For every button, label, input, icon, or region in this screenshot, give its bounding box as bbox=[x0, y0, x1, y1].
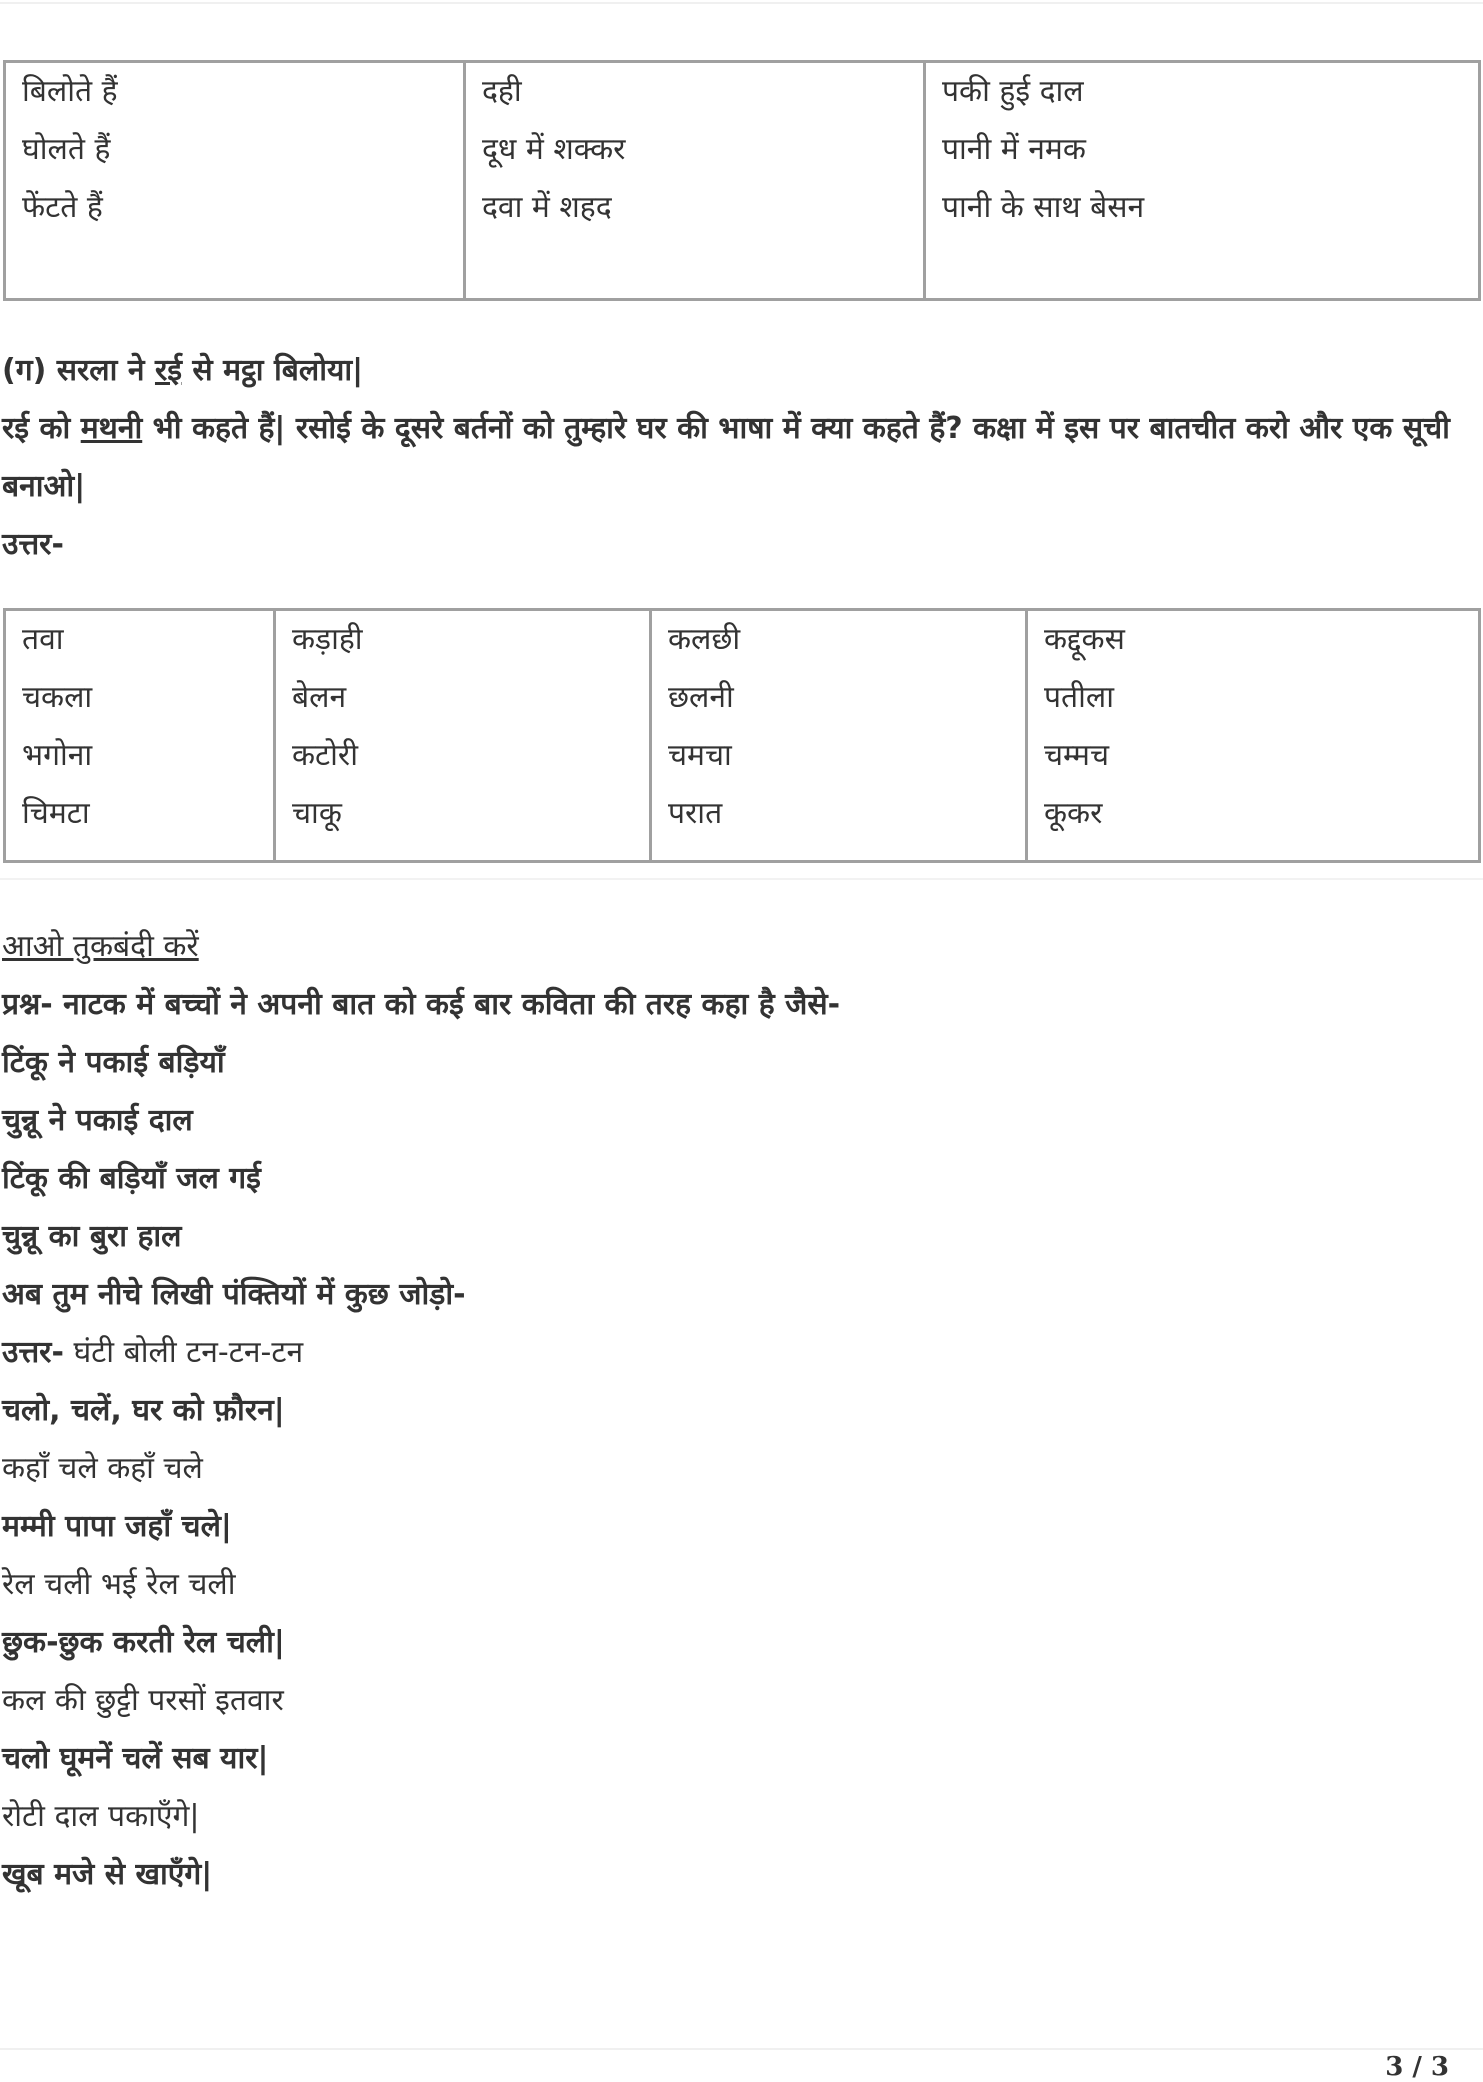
answer-line: छुक-छुक करती रेल चली| bbox=[2, 1625, 285, 1660]
answer-line: चलो, चलें, घर को फ़ौरन| bbox=[2, 1393, 285, 1428]
answer-line: कल की छुट्टी परसों इतवार bbox=[2, 1683, 284, 1718]
top-rule bbox=[0, 2, 1483, 4]
table-cell bbox=[5, 62, 465, 300]
cell-text: पकी हुई दाल bbox=[942, 74, 1084, 109]
answer-label: उत्तर- bbox=[2, 527, 64, 562]
rhyme-section bbox=[2, 918, 1480, 1904]
page-number: 3 / 3 bbox=[1385, 2052, 1449, 2082]
cell-text: घोलते हैं bbox=[22, 132, 111, 167]
answer-label: उत्तर- bbox=[2, 1335, 64, 1370]
cell-text: कटोरी bbox=[292, 738, 358, 773]
cell-text: परात bbox=[668, 796, 723, 831]
example-line: टिंकू की बड़ियाँ जल गई bbox=[2, 1161, 261, 1196]
table-cell bbox=[465, 62, 925, 300]
cell-text: दवा में शहद bbox=[482, 190, 612, 225]
answer-line: कहाँ चले कहाँ चले bbox=[2, 1451, 203, 1486]
underlined-word: मथनी bbox=[80, 411, 143, 446]
answer-line: चलो घूमनें चलें सब यार| bbox=[2, 1741, 269, 1776]
cell-text: चकला bbox=[22, 680, 93, 715]
answer-line: खूब मजे से खाएँगे| bbox=[2, 1857, 213, 1892]
answer-line: रेल चली भई रेल चली bbox=[2, 1567, 236, 1602]
underlined-word: रई bbox=[154, 353, 182, 388]
example-line: चुन्नू ने पकाई दाल bbox=[2, 1103, 193, 1138]
text: भी कहते हैं| रसोई के दूसरे बर्तनों को तुम्हारे घर की भाषा में क्या कहते हैं? कक्षा में इस पर बातचीत करो और एक सूची बनाओ| bbox=[2, 411, 1450, 504]
instruction-text: अब तुम नीचे लिखी पंक्तियों में कुछ जोड़ो- bbox=[2, 1277, 466, 1312]
text: रई को bbox=[2, 411, 81, 446]
answer-line: मम्मी पापा जहाँ चले| bbox=[2, 1509, 232, 1544]
cell-text: पानी में नमक bbox=[942, 132, 1086, 167]
answer-text: घंटी बोली टन-टन-टन bbox=[63, 1335, 304, 1370]
answer-first-line bbox=[2, 1324, 1480, 1382]
table-cell bbox=[925, 62, 1480, 300]
cell-text: कद्दूकस bbox=[1044, 622, 1125, 657]
question-g-line1 bbox=[2, 342, 1480, 400]
bottom-rule bbox=[0, 2048, 1483, 2050]
section-heading: आओ तुकबंदी करें bbox=[2, 929, 199, 964]
cell-text: छलनी bbox=[668, 680, 734, 715]
cell-text: पानी के साथ बेसन bbox=[942, 190, 1145, 225]
cell-text: पतीला bbox=[1044, 680, 1115, 715]
cell-text: कूकर bbox=[1044, 796, 1103, 831]
cell-text: तवा bbox=[22, 622, 64, 657]
table-cell bbox=[275, 610, 651, 862]
table-utensils bbox=[3, 608, 1481, 863]
table-cell bbox=[651, 610, 1027, 862]
cell-text: कड़ाही bbox=[292, 622, 363, 657]
example-line: टिंकू ने पकाई बड़ियाँ bbox=[2, 1045, 225, 1080]
cell-text: बेलन bbox=[292, 680, 347, 715]
cell-text: चमचा bbox=[668, 738, 732, 773]
cell-text: दूध में शक्कर bbox=[482, 132, 626, 167]
cell-text: दही bbox=[482, 74, 522, 109]
text: से मट्ठा बिलोया| bbox=[181, 353, 364, 388]
cell-text: भगोना bbox=[22, 738, 93, 773]
question-text: प्रश्न- नाटक में बच्चों ने अपनी बात को कई बार कविता की तरह कहा है जैसे- bbox=[2, 987, 841, 1022]
table-cell bbox=[1027, 610, 1480, 862]
question-g-line2 bbox=[2, 400, 1480, 516]
cell-text: बिलोते हैं bbox=[22, 74, 118, 109]
cell-text: फेंटते हैं bbox=[22, 190, 103, 225]
table-cell bbox=[5, 610, 275, 862]
table-mixing-verbs bbox=[3, 60, 1481, 301]
cell-text: चाकू bbox=[292, 796, 342, 831]
table-row bbox=[5, 610, 1480, 862]
text: (ग) सरला ने bbox=[2, 353, 155, 388]
section-divider bbox=[0, 878, 1483, 880]
cell-text: चम्मच bbox=[1044, 738, 1110, 773]
cell-text: चिमटा bbox=[22, 796, 90, 831]
table-row bbox=[5, 62, 1480, 300]
example-line: चुन्नू का बुरा हाल bbox=[2, 1219, 182, 1254]
answer-line: रोटी दाल पकाएँगे| bbox=[2, 1799, 200, 1834]
question-g bbox=[2, 342, 1480, 574]
cell-text: कलछी bbox=[668, 622, 741, 657]
